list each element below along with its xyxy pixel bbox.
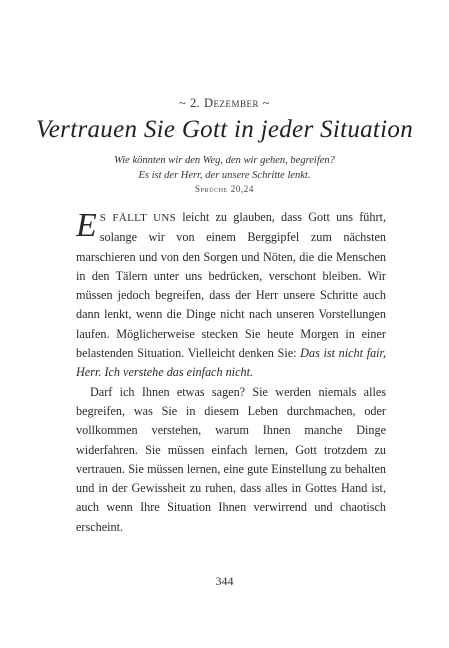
page-title: Vertrauen Sie Gott in jeder Situation <box>35 116 414 143</box>
paragraph-1 <box>76 208 386 383</box>
verse-line-1: Wie könnten wir den Weg, den wir gehen, begreifen? <box>114 155 335 166</box>
date-heading: ~ 2. Dezember ~ <box>179 96 270 110</box>
lead-in-caps: S FÄLLT UNS <box>99 212 177 224</box>
bible-verse <box>0 153 449 183</box>
drop-cap: E <box>76 207 97 244</box>
paragraph-1-italic: Das ist nicht fair, Herr. Ich verstehe das einfach nicht. <box>76 346 386 380</box>
body-text <box>76 208 386 537</box>
verse-line-2: Es ist der Herr, der unsere Schritte lenkt. <box>138 170 311 181</box>
paragraph-2: Darf ich Ihnen etwas sagen? Sie werden niemals alles begreifen, was Sie in diesem Leben durchmachen, oder vollkommen verstehen, warum Ihnen manche Dinge widerfahren. Sie müssen einfach lernen, Gott trotzdem zu vertrauen. Sie müssen lernen, eine gute Einstellung zu behalten und in der Gewissheit zu ruhen, dass alles in Gottes Hand ist, auch wenn Ihre Situation Ihnen verwirrend und chaotisch erscheint. <box>76 384 386 534</box>
verse-reference: Sprüche 20,24 <box>195 184 254 194</box>
paragraph-1-text: leicht zu glauben, dass Gott uns führt, solange wir von einem Berggipfel zum nächsten marschieren und von den Sorgen und Nöten, die die Menschen in den Tälern unter uns bedrücken, verschont bleiben. Wir müssen jedoch begreifen, dass der Herr unsere Schritte auch dann lenkt, wenn die Dinge nicht nach unseren Vorstellungen laufen. Möglicherweise stecken Sie heute Morgen in einer belastenden Situation. Vielleicht denken Sie: <box>76 210 386 361</box>
page-number: 344 <box>215 574 234 588</box>
